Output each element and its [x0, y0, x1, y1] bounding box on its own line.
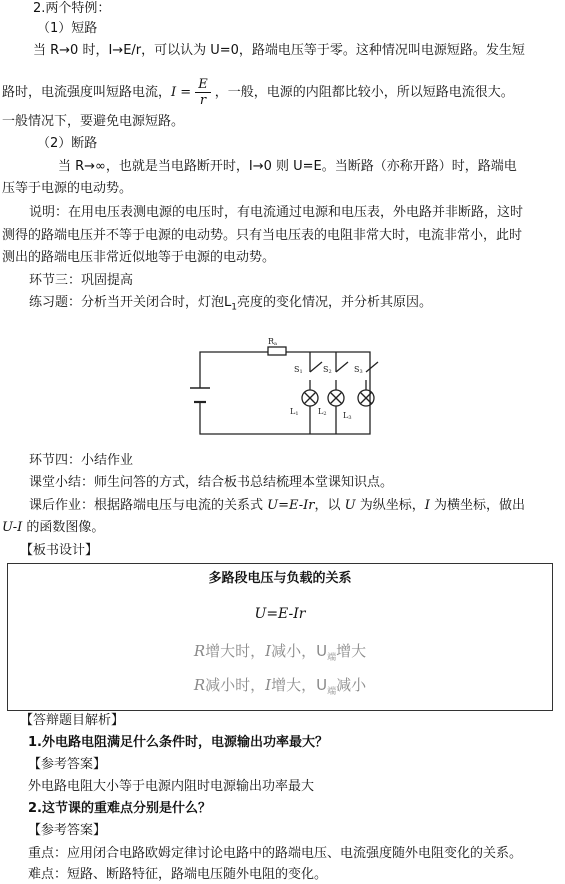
answer-section-heading: 【答辩题目解析】 — [20, 713, 125, 728]
variable-i: I — [265, 642, 272, 660]
formula: U=E-Ir — [267, 498, 315, 513]
switch-s3-label: S3 — [354, 365, 363, 375]
text-fragment: 减小时， — [205, 676, 266, 694]
switch-s1-label: S1 — [294, 365, 303, 375]
paragraph-line-formula — [2, 77, 514, 109]
variable-r: R — [193, 642, 206, 660]
reference-answer-heading: 【参考答案】 — [28, 757, 107, 772]
text-fragment: 减小 — [336, 676, 367, 694]
board-row-increase — [8, 640, 552, 663]
text-fragment: 亮度的变化情况，并分析其原因。 — [236, 295, 432, 310]
paragraph-line: 课堂小结：师生问答的方式，结合板书总结梳理本堂课知识点。 — [29, 475, 394, 490]
paragraph-line: 压等于电源的电动势。 — [2, 181, 133, 196]
lamp-l3-label: L3 — [343, 411, 352, 421]
text-fragment: 路时，电流强度叫短路电流， — [2, 85, 172, 100]
answer-1: 外电路电阻大小等于电源内阻时电源输出功率最大 — [28, 779, 315, 794]
paragraph-line: 测得的路端电压并不等于电源的电动势。只有当电压表的电阻非常大时，电流非常小，此时 — [2, 228, 523, 243]
switch-s3-icon — [366, 362, 378, 372]
subscript: 端 — [327, 653, 337, 663]
variable-i: I — [424, 498, 430, 513]
section-heading: 环节三：巩固提高 — [29, 273, 134, 288]
resistor-label: Ra — [268, 337, 278, 347]
board-title: 多路段电压与负载的关系 — [208, 571, 352, 586]
text-fragment: 减小，U — [271, 642, 328, 660]
wire-top-left — [200, 352, 268, 388]
answer-2-difficulty: 难点：短路、断路特征，路端电压随外电阻的变化。 — [28, 867, 328, 882]
fraction — [195, 77, 211, 108]
text-fragment: 为纵坐标， — [355, 498, 425, 513]
text-fragment: 练习题：分析当开关闭合时，灯泡L — [29, 295, 232, 310]
text-fragment: 的函数图像。 — [22, 520, 105, 535]
blackboard-design-box — [7, 563, 553, 711]
text-fragment: 增大 — [336, 642, 367, 660]
question-2: 2.这节课的重难点分别是什么？ — [28, 801, 211, 816]
circuit-diagram — [180, 332, 390, 442]
exercise-line — [29, 294, 432, 317]
board-row-decrease — [8, 674, 552, 697]
text-fragment: ，一般，电源的内阻都比较小，所以短路电流很大。 — [214, 85, 514, 100]
switch-s2-label: S2 — [323, 365, 332, 375]
variable-i: I — [265, 676, 272, 694]
formula-lhs: I = — [171, 85, 192, 100]
lamp-l2-label: L2 — [318, 407, 327, 417]
switch-s1-icon — [310, 362, 322, 372]
homework-line — [2, 519, 104, 537]
text-fragment: 课后作业：根据路端电压与电流的关系式 — [29, 498, 268, 513]
board-formula: U=E-Ir — [254, 606, 306, 622]
paragraph-line: 测出的路端电压非常近似地等于电源的电动势。 — [2, 250, 276, 265]
subscript: 端 — [327, 687, 337, 697]
board-design-heading: 【板书设计】 — [20, 543, 99, 558]
text-fragment: ，以 — [314, 498, 345, 513]
text-fragment: 为横坐标，做出 — [429, 498, 525, 513]
section-heading: 2.两个特例： — [33, 1, 111, 16]
question-1: 1.外电路电阻满足什么条件时，电源输出功率最大？ — [28, 735, 328, 750]
fraction-denominator: r — [199, 93, 207, 108]
subscript: 1 — [231, 302, 237, 313]
subheading-open-circuit: （2）断路 — [37, 136, 98, 151]
homework-line — [29, 497, 525, 515]
text-fragment: 增大，U — [271, 676, 328, 694]
reference-answer-heading: 【参考答案】 — [28, 823, 107, 838]
lamp-l1-label: L1 — [290, 407, 299, 417]
text-fragment: 增大时， — [205, 642, 266, 660]
resistor-icon — [268, 347, 286, 355]
subheading-short-circuit: （1）短路 — [37, 21, 98, 36]
answer-2-key-point: 重点：应用闭合电路欧姆定律讨论电路中的路端电压、电流强度随外电阻变化的关系。 — [28, 846, 523, 861]
paragraph-line: 当 R→∞，也就是当电路断开时，I→0 则 U=E。当断路（亦称开路）时，路端电 — [58, 159, 517, 174]
paragraph-line: 当 R→0 时，I→E/r，可以认为 U=0，路端电压等于零。这种情况叫电源短路。发生短 — [33, 43, 525, 58]
paragraph-line: 说明：在用电压表测电源的电压时，有电流通过电源和电压表，外电路并非断路，这时 — [29, 205, 524, 220]
fraction-numerator: E — [195, 77, 211, 93]
switch-s2-icon — [336, 362, 348, 372]
section-heading: 环节四：小结作业 — [29, 453, 134, 468]
variable-r: R — [193, 676, 206, 694]
paragraph-line: 一般情况下，要避免电源短路。 — [2, 114, 185, 129]
variable-u: U — [344, 498, 356, 513]
formula: U-I — [2, 520, 23, 535]
